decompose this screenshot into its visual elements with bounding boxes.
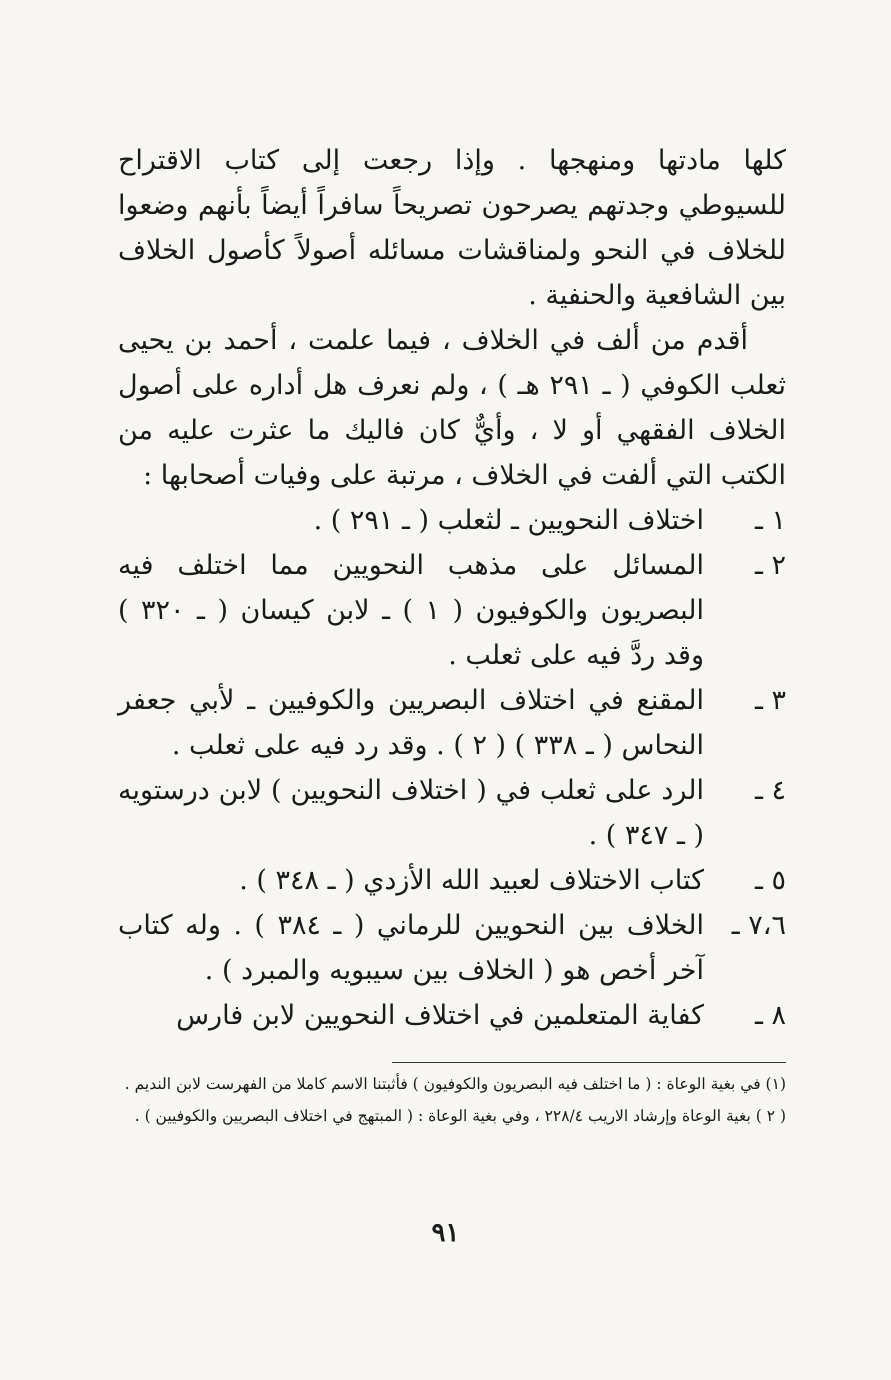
footnotes [118,1070,786,1134]
list-item-number: ٢ ـ [754,550,786,581]
list-item [118,858,786,903]
list-item-number: ٨ ـ [754,1000,786,1031]
list-item-number: ٥ ـ [754,865,786,896]
list-item-number: ٣ ـ [754,685,786,716]
footnote-1: (١) في بغية الوعاة : ( ما اختلف فيه البصريون والكوفيون ) فأثبتنا الاسم كاملا من الفهرست لابن النديم . [124,1075,786,1093]
list-item [118,678,786,768]
list-item [118,768,786,858]
footnote-divider [392,1062,786,1063]
list-item [118,498,786,543]
list-item-text: المقنع في اختلاف البصريين والكوفيين ـ لأبي جعفر النحاس ( ـ ٣٣٨ ) ( ٢ ) . وقد رد فيه على ثعلب . [118,685,704,761]
list-item-number: ١ ـ [754,505,786,536]
page-number: ٩١ [431,1218,460,1248]
list-item [118,993,786,1038]
list-item-text: المسائل على مذهب النحويين مما اختلف فيه البصريون والكوفيون ( ١ ) ـ لابن كيسان ( ـ ٣٢٠ ) وقد ردَّ فيه على ثعلب . [118,550,704,671]
list-item-text: كفاية المتعلمين في اختلاف النحويين لابن فارس [176,1000,704,1031]
list-item-text: الرد على ثعلب في ( اختلاف النحويين ) لابن درستويه ( ـ ٣٤٧ ) . [118,775,704,851]
paragraph-1: كلها مادتها ومنهجها . وإذا رجعت إلى كتاب الاقتراح للسيوطي وجدتهم يصرحون تصريحاً سافراً أيضاً بأنهم وضعوا للخلاف في النحو ولمناقشات مسائله أصولاً كأصول الخلاف بين الشافعية والحنفية . [118,145,786,311]
list-item-text: الخلاف بين النحويين للرماني ( ـ ٣٨٤ ) . وله كتاب آخر أخص هو ( الخلاف بين سيبويه والمبرد ) . [118,910,704,986]
list-item-number: ٧،٦ ـ [731,910,786,941]
paragraph-2: أقدم من ألف في الخلاف ، فيما علمت ، أحمد بن يحيى ثعلب الكوفي ( ـ ٢٩١ هـ ) ، ولم نعرف هل أداره على أصول الخلاف الفقهي أو لا ، وأيٌّ كان فاليك ما عثرت عليه من الكتب التي ألفت في الخلاف ، مرتبة على وفيات أصحابها : [118,325,786,491]
list-item-number: ٤ ـ [754,775,786,806]
list-item [118,903,786,993]
list-item-text: كتاب الاختلاف لعبيد الله الأزدي ( ـ ٣٤٨ ) . [239,865,704,896]
main-text [118,138,786,1038]
list-item [118,543,786,678]
list-item-text: اختلاف النحويين ـ لثعلب ( ـ ٢٩١ ) . [313,505,704,536]
footnote-2: ( ٢ ) بغية الوعاة وإرشاد الاريب ٢٢٨/٤ ، وفي بغية الوعاة : ( المبتهج في اختلاف البصريين والكوفيين ) . [134,1107,786,1125]
